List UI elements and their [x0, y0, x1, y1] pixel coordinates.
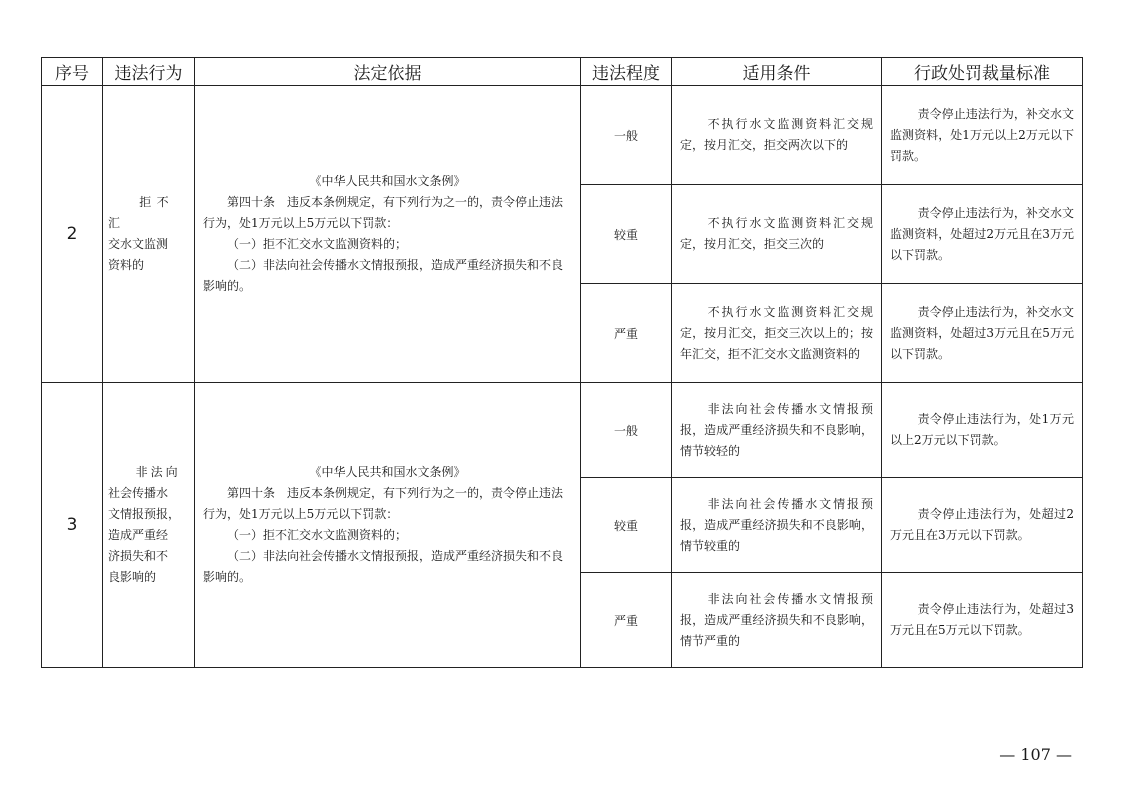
penalty-standard: 责令停止违法行为，处超过2万元且在3万元以下罚款。	[882, 478, 1083, 573]
legal-basis-item: （一）拒不汇交水文监测资料的；	[227, 237, 408, 251]
violation-text-line: 造成严重经	[108, 528, 169, 542]
legal-basis-article: 第四十条 违反本条例规定，有下列行为之一的，责令停止违法行为，处1万元以上5万元以下罚款：	[203, 486, 564, 521]
applicable-condition: 不执行水文监测资料汇交规定，按月汇交，拒交三次的	[672, 185, 882, 284]
applicable-condition: 非法向社会传播水文情报预报，造成严重经济损失和不良影响，情节较轻的	[672, 383, 882, 478]
header-violation: 违法行为	[103, 58, 195, 86]
applicable-condition: 不执行水文监测资料汇交规定，按月汇交，拒交两次以下的	[672, 86, 882, 185]
penalty-standard: 责令停止违法行为，处1万元以上2万元以下罚款。	[882, 383, 1083, 478]
serial-number: 3	[42, 383, 103, 668]
penalty-standard: 责令停止违法行为，处超过3万元且在5万元以下罚款。	[882, 573, 1083, 668]
header-severity: 违法程度	[581, 58, 672, 86]
penalty-standard: 责令停止违法行为，补交水文监测资料，处超过2万元且在3万元以下罚款。	[882, 185, 1083, 284]
violation-text-line: 资料的	[108, 258, 145, 272]
header-condition: 适用条件	[672, 58, 882, 86]
penalty-standards-table	[41, 57, 1083, 668]
severity-level: 严重	[581, 284, 672, 383]
legal-basis-item: （二）非法向社会传播水文情报预报，造成严重经济损失和不良影响的。	[203, 258, 564, 293]
header-legal-basis: 法定依据	[195, 58, 581, 86]
legal-basis-cell	[195, 86, 581, 383]
applicable-condition: 非法向社会传播水文情报预报，造成严重经济损失和不良影响，情节较重的	[672, 478, 882, 573]
table-header-row	[42, 58, 1083, 86]
header-serial-number: 序号	[42, 58, 103, 86]
table-row	[42, 86, 1083, 185]
severity-level: 严重	[581, 573, 672, 668]
violation-cell	[103, 383, 195, 668]
serial-number: 2	[42, 86, 103, 383]
penalty-standard: 责令停止违法行为，补交水文监测资料，处超过3万元且在5万元以下罚款。	[882, 284, 1083, 383]
severity-level: 较重	[581, 185, 672, 284]
severity-level: 一般	[581, 86, 672, 185]
legal-basis-cell	[195, 383, 581, 668]
legal-basis-item: （一）拒不汇交水文监测资料的；	[227, 528, 408, 542]
violation-text-line: 文情报预报，	[108, 507, 181, 521]
violation-text-line: 良影响的	[108, 570, 157, 584]
violation-text-line: 交水文监测	[108, 237, 169, 251]
legal-basis-article: 第四十条 违反本条例规定，有下列行为之一的，责令停止违法行为，处1万元以上5万元以下罚款：	[203, 195, 564, 230]
legal-basis-item: （二）非法向社会传播水文情报预报，造成严重经济损失和不良影响的。	[203, 549, 564, 584]
severity-level: 一般	[581, 383, 672, 478]
header-penalty-standard: 行政处罚裁量标准	[882, 58, 1083, 86]
legal-basis-title: 《中华人民共和国水文条例》	[309, 174, 466, 188]
violation-cell	[103, 86, 195, 383]
violation-text-line: 济损失和不	[108, 549, 169, 563]
penalty-standard: 责令停止违法行为，补交水文监测资料，处1万元以上2万元以下罚款。	[882, 86, 1083, 185]
severity-level: 较重	[581, 478, 672, 573]
violation-text-line: 拒不汇	[108, 195, 174, 230]
page-number: — 107 —	[999, 745, 1072, 764]
applicable-condition: 非法向社会传播水文情报预报，造成严重经济损失和不良影响，情节严重的	[672, 573, 882, 668]
table-row	[42, 383, 1083, 478]
violation-text-line: 非法向	[135, 465, 181, 479]
applicable-condition: 不执行水文监测资料汇交规定，按月汇交，拒交三次以上的；按年汇交，拒不汇交水文监测资料的	[672, 284, 882, 383]
violation-text-line: 社会传播水	[108, 486, 169, 500]
legal-basis-title: 《中华人民共和国水文条例》	[309, 465, 466, 479]
